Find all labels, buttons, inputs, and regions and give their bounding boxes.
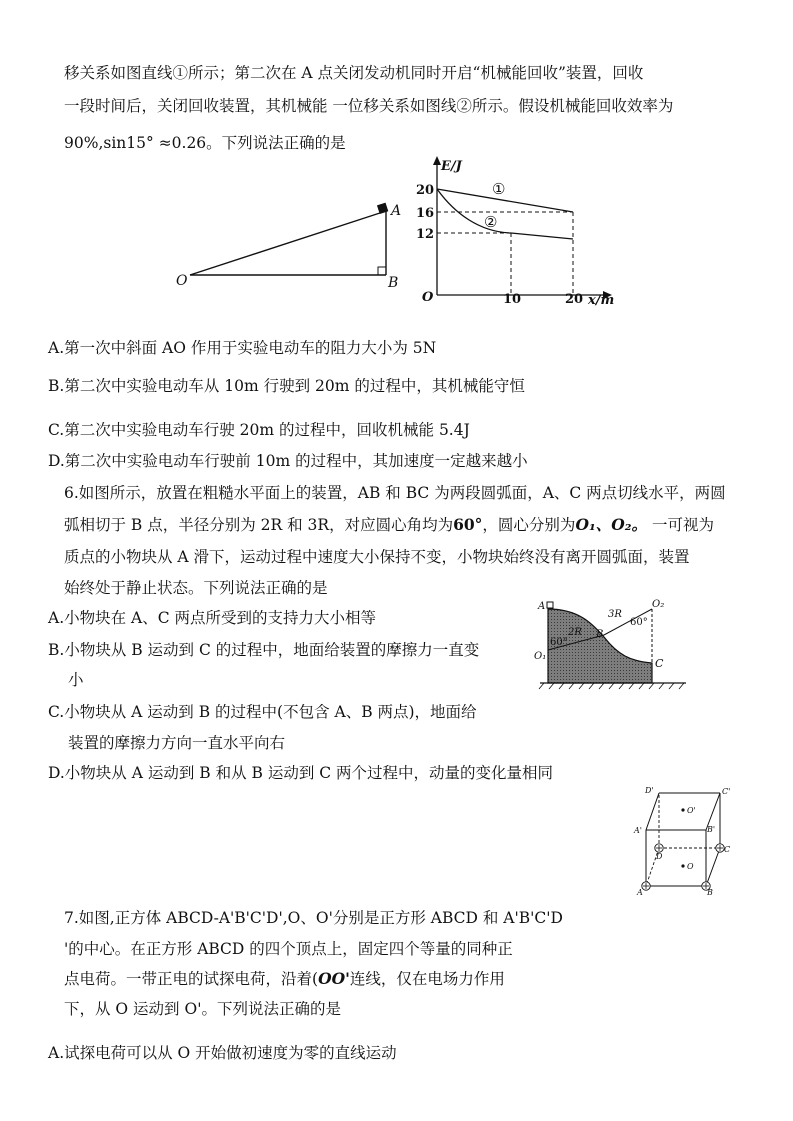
graph-origin: O — [422, 290, 434, 305]
incline-label-o: O — [176, 273, 188, 289]
q6-option-b-cont: 小 — [68, 671, 84, 689]
energy-graph — [410, 152, 625, 312]
q7-line-3: 点电荷。一带正电的试探电荷，沿着(OO'连线，仅在电场力作用 — [64, 969, 505, 988]
fig7-label-a: A — [637, 888, 643, 897]
fig7-label-d: D — [656, 852, 663, 861]
q6-line-4: 始终处于静止状态。下列说法正确的是 — [64, 579, 328, 597]
graph-xlabel: x/m — [588, 293, 615, 308]
fig6-label-2r: 2R — [568, 627, 582, 638]
graph-label-1: ① — [492, 180, 506, 198]
graph-ytick-20: 20 — [416, 183, 435, 198]
fig6-label-ang1: 60° — [550, 637, 568, 648]
fig7-label-d2: D' — [645, 786, 654, 795]
cube-figure — [628, 782, 743, 897]
q5-option-d: D.第二次中实验电动车行驶前 10m 的过程中，其加速度一定越来越小 — [48, 452, 528, 470]
incline-label-a: A — [391, 203, 402, 219]
fig7-label-o2: O' — [687, 806, 696, 815]
graph-ytick-16: 16 — [416, 206, 435, 221]
q5-option-c: C.第二次中实验电动车行驶 20m 的过程中，回收机械能 5.4J — [48, 421, 470, 439]
graph-xtick-10: 10 — [503, 292, 522, 307]
graph-ytick-12: 12 — [416, 227, 435, 242]
q6-line-3: 质点的小物块从 A 滑下，运动过程中速度大小保持不变，小物块始终没有离开圆弧面，装置 — [64, 548, 690, 566]
intro-line-2: 一段时间后，关闭回收装置，其机械能 一位移关系如图线②所示。假设机械能回收效率为 — [64, 97, 674, 115]
q7-line-2: '的中心。在正方形 ABCD 的四个顶点上，固定四个等量的同种正 — [64, 940, 513, 958]
intro-line-3: 90%,sin15° ≈0.26。下列说法正确的是 — [64, 134, 346, 152]
fig6-label-o1: O₁ — [534, 651, 547, 662]
q6-line-2: 弧相切于 B 点，半径分别为 2R 和 3R，对应圆心角均为60°，圆心分别为O₁、O₂。 一可视为 — [64, 515, 714, 534]
arc-device-figure — [530, 595, 700, 695]
small-block — [547, 602, 553, 608]
fig7-label-c: C — [724, 845, 731, 854]
fig7-label-b2: B' — [707, 825, 716, 834]
fig6-label-a: A — [538, 601, 546, 612]
q6-option-d: D.小物块从 A 运动到 B 和从 B 运动到 C 两个过程中，动量的变化量相同 — [48, 764, 554, 782]
q7-line-4: 下，从 O 运动到 O'。下列说法正确的是 — [64, 1000, 341, 1018]
q5-option-a: A.第一次中斜面 AO 作用于实验电动车的阻力大小为 5N — [48, 339, 437, 357]
fig6-label-o2: O₂ — [652, 599, 665, 610]
q7-line-1: 7.如图,正方体 ABCD-A'B'C'D',O、O'分别是正方形 ABCD 和 A'B'C'D — [64, 909, 563, 927]
graph-xtick-20: 20 — [565, 292, 584, 307]
fig7-label-c2: C' — [722, 787, 731, 796]
q6-line-1: 6.如图所示，放置在粗糙水平面上的装置，AB 和 BC 为两段圆弧面，A、C 两点切线水平，两圆 — [64, 484, 726, 502]
fig7-label-o: O — [687, 862, 694, 871]
graph-ylabel: E/J — [441, 159, 462, 174]
q6-option-c: C.小物块从 A 运动到 B 的过程中(不包含 A、B 两点)，地面给 — [48, 703, 477, 721]
q6-option-a: A.小物块在 A、C 两点所受到的支持力大小相等 — [48, 609, 377, 627]
q6-option-b: B.小物块从 B 运动到 C 的过程中，地面给装置的摩擦力一直变 — [48, 641, 480, 659]
fig6-label-c: C — [655, 657, 664, 670]
q7-option-a: A.试探电荷可以从 O 开始做初速度为零的直线运动 — [48, 1044, 397, 1062]
fig6-label-ang2: 60° — [630, 617, 648, 628]
fig7-label-b: B — [707, 888, 713, 897]
graph-label-2: ② — [484, 213, 498, 231]
fig6-label-3r: 3R — [608, 609, 622, 620]
incline-figure — [170, 195, 410, 295]
intro-line-1: 移关系如图直线①所示；第二次在 A 点关闭发动机同时开启“机械能回收”装置，回收 — [64, 64, 644, 82]
fig6-label-b: B — [596, 629, 604, 640]
q6-option-c-cont: 装置的摩擦力方向一直水平向右 — [68, 734, 286, 752]
q5-option-b: B.第二次中实验电动车从 10m 行驶到 20m 的过程中，其机械能守恒 — [48, 377, 525, 395]
incline-label-b: B — [388, 275, 399, 291]
fig7-label-a2: A' — [634, 826, 642, 835]
